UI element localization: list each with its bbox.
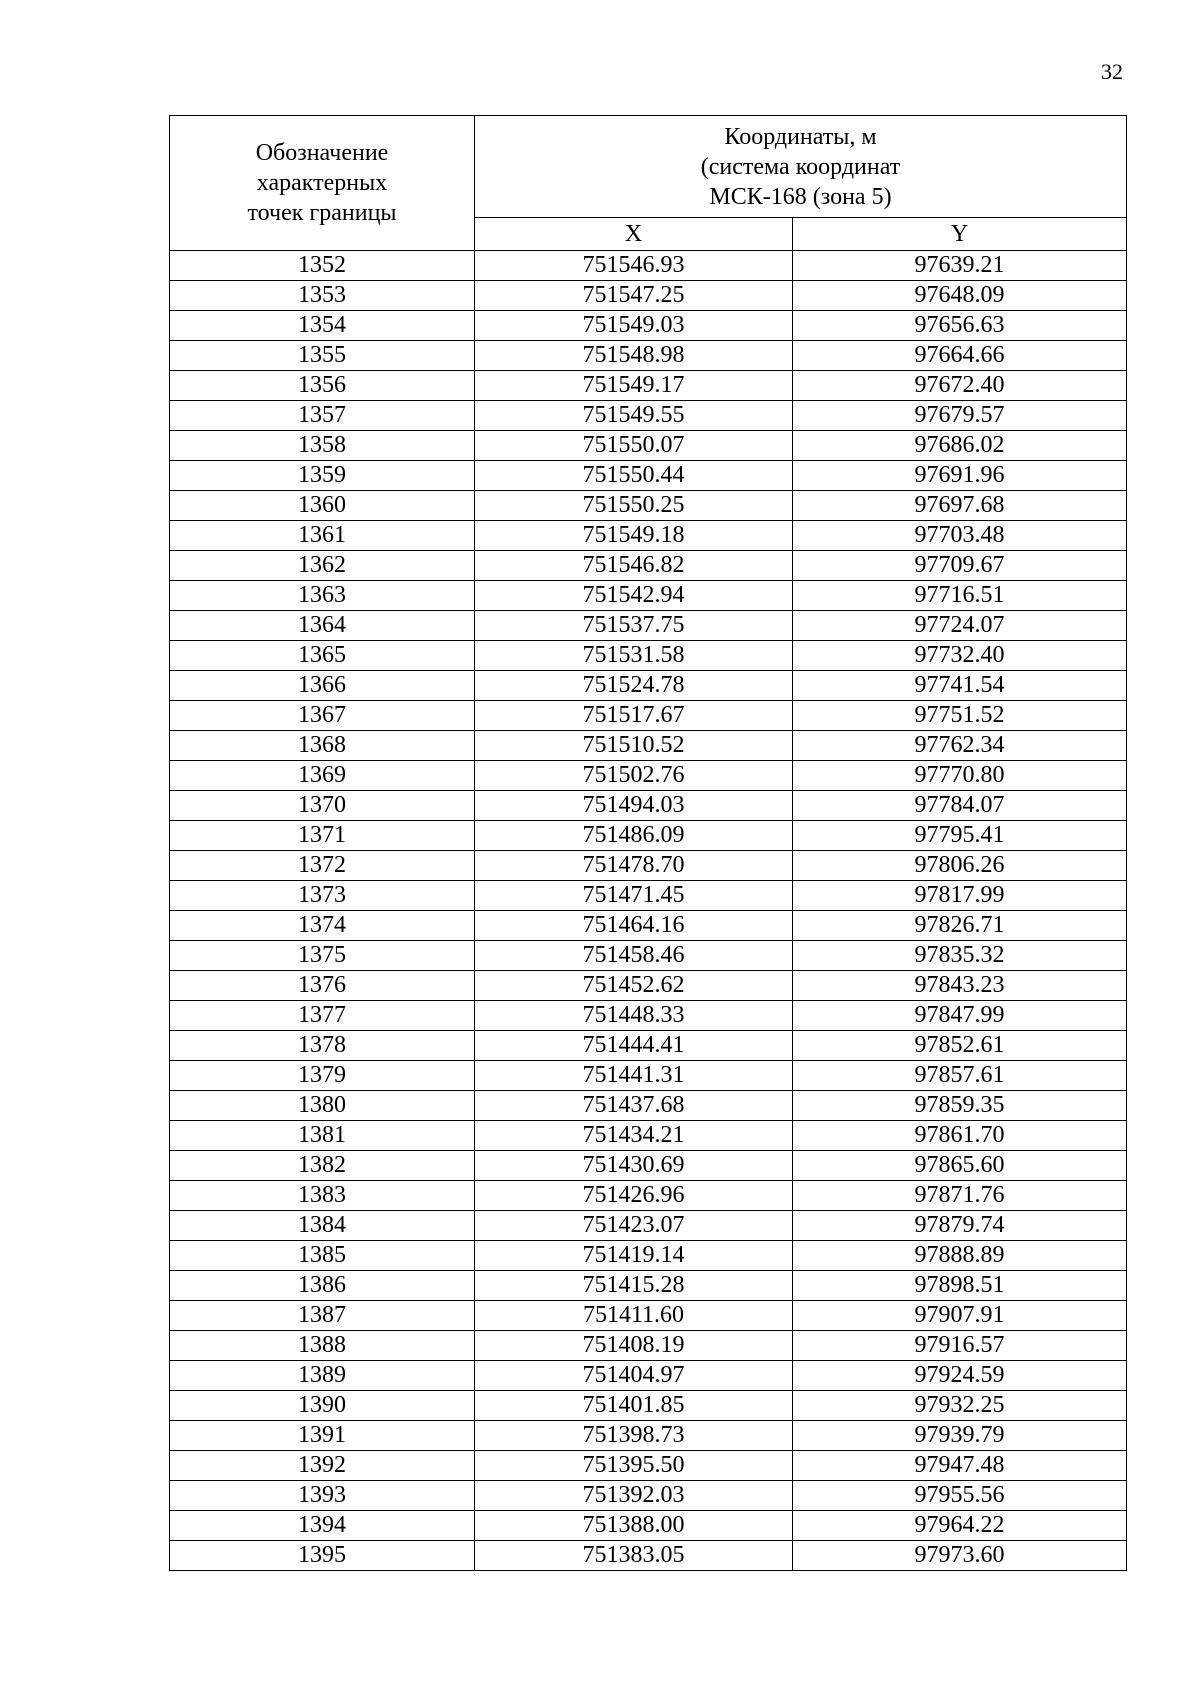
table-body	[170, 251, 1127, 1571]
table-row	[170, 941, 1127, 971]
x-coordinate-cell: 751430.69	[475, 1151, 793, 1181]
coordinates-header-line: Координаты, м	[724, 123, 877, 150]
table-row	[170, 1391, 1127, 1421]
x-coordinate-cell: 751388.00	[475, 1511, 793, 1541]
y-coordinate-cell: 97932.25	[793, 1391, 1127, 1421]
y-coordinate-cell: 97664.66	[793, 341, 1127, 371]
x-coordinate-cell: 751404.97	[475, 1361, 793, 1391]
y-coordinate-cell: 97852.61	[793, 1031, 1127, 1061]
x-coordinate-cell: 751448.33	[475, 1001, 793, 1031]
point-id-cell: 1379	[170, 1061, 475, 1091]
x-coordinate-cell: 751408.19	[475, 1331, 793, 1361]
y-coordinate-cell: 97709.67	[793, 551, 1127, 581]
y-coordinate-cell: 97916.57	[793, 1331, 1127, 1361]
x-coordinate-cell: 751419.14	[475, 1241, 793, 1271]
y-coordinate-cell: 97697.68	[793, 491, 1127, 521]
table-row	[170, 1451, 1127, 1481]
y-coordinate-cell: 97741.54	[793, 671, 1127, 701]
table-row	[170, 911, 1127, 941]
table-row	[170, 1121, 1127, 1151]
table-row	[170, 761, 1127, 791]
y-coordinate-cell: 97686.02	[793, 431, 1127, 461]
y-coordinate-cell: 97843.23	[793, 971, 1127, 1001]
x-coordinate-cell: 751549.03	[475, 311, 793, 341]
x-coordinate-cell: 751423.07	[475, 1211, 793, 1241]
y-coordinate-cell: 97679.57	[793, 401, 1127, 431]
point-id-cell: 1362	[170, 551, 475, 581]
y-coordinate-cell: 97806.26	[793, 851, 1127, 881]
table-row	[170, 341, 1127, 371]
x-coordinate-cell: 751395.50	[475, 1451, 793, 1481]
y-coordinate-cell: 97751.52	[793, 701, 1127, 731]
x-coordinate-cell: 751550.07	[475, 431, 793, 461]
table-row	[170, 791, 1127, 821]
y-coordinate-cell: 97716.51	[793, 581, 1127, 611]
x-coordinate-cell: 751441.31	[475, 1061, 793, 1091]
table-row	[170, 1361, 1127, 1391]
y-coordinate-cell: 97879.74	[793, 1211, 1127, 1241]
y-coordinate-cell: 97762.34	[793, 731, 1127, 761]
y-coordinate-cell: 97724.07	[793, 611, 1127, 641]
point-id-cell: 1367	[170, 701, 475, 731]
y-coordinate-cell: 97861.70	[793, 1121, 1127, 1151]
y-coordinate-cell: 97639.21	[793, 251, 1127, 281]
table-row	[170, 1181, 1127, 1211]
x-coordinate-cell: 751537.75	[475, 611, 793, 641]
point-id-cell: 1355	[170, 341, 475, 371]
table-row	[170, 1001, 1127, 1031]
coordinates-header-line: (система координат	[700, 153, 901, 180]
y-coordinate-cell: 97656.63	[793, 311, 1127, 341]
y-coordinate-cell: 97648.09	[793, 281, 1127, 311]
x-coordinate-cell: 751550.44	[475, 461, 793, 491]
x-coordinate-cell: 751531.58	[475, 641, 793, 671]
table-row	[170, 1541, 1127, 1571]
point-id-cell: 1392	[170, 1451, 475, 1481]
table-row	[170, 1481, 1127, 1511]
x-coordinate-cell: 751517.67	[475, 701, 793, 731]
x-coordinate-cell: 751478.70	[475, 851, 793, 881]
point-id-cell: 1384	[170, 1211, 475, 1241]
x-coordinate-cell: 751415.28	[475, 1271, 793, 1301]
point-id-cell: 1366	[170, 671, 475, 701]
y-column-header: Y	[793, 218, 1127, 251]
table-row	[170, 821, 1127, 851]
x-coordinate-cell: 751437.68	[475, 1091, 793, 1121]
coordinates-table	[169, 115, 1127, 1571]
x-coordinate-cell: 751398.73	[475, 1421, 793, 1451]
y-coordinate-cell: 97703.48	[793, 521, 1127, 551]
table-row	[170, 431, 1127, 461]
y-coordinate-cell: 97973.60	[793, 1541, 1127, 1571]
table-row	[170, 851, 1127, 881]
y-coordinate-cell: 97857.61	[793, 1061, 1127, 1091]
x-column-header: X	[475, 218, 793, 251]
point-id-cell: 1380	[170, 1091, 475, 1121]
x-coordinate-cell: 751546.82	[475, 551, 793, 581]
point-id-cell: 1353	[170, 281, 475, 311]
table-row	[170, 971, 1127, 1001]
table-row	[170, 371, 1127, 401]
table-row	[170, 1151, 1127, 1181]
table-row	[170, 731, 1127, 761]
x-coordinate-cell: 751426.96	[475, 1181, 793, 1211]
table-row	[170, 461, 1127, 491]
y-coordinate-cell: 97826.71	[793, 911, 1127, 941]
y-coordinate-cell: 97732.40	[793, 641, 1127, 671]
x-coordinate-cell: 751548.98	[475, 341, 793, 371]
point-id-cell: 1361	[170, 521, 475, 551]
x-coordinate-cell: 751550.25	[475, 491, 793, 521]
table-row	[170, 491, 1127, 521]
point-id-cell: 1390	[170, 1391, 475, 1421]
point-id-cell: 1393	[170, 1481, 475, 1511]
point-id-cell: 1388	[170, 1331, 475, 1361]
x-coordinate-cell: 751510.52	[475, 731, 793, 761]
x-coordinate-cell: 751524.78	[475, 671, 793, 701]
table-row	[170, 1301, 1127, 1331]
y-coordinate-cell: 97817.99	[793, 881, 1127, 911]
y-coordinate-cell: 97939.79	[793, 1421, 1127, 1451]
x-coordinate-cell: 751471.45	[475, 881, 793, 911]
table-row	[170, 881, 1127, 911]
point-id-cell: 1371	[170, 821, 475, 851]
point-id-cell: 1373	[170, 881, 475, 911]
y-coordinate-cell: 97859.35	[793, 1091, 1127, 1121]
table-row	[170, 1271, 1127, 1301]
y-coordinate-cell: 97770.80	[793, 761, 1127, 791]
y-coordinate-cell: 97924.59	[793, 1361, 1127, 1391]
point-id-cell: 1394	[170, 1511, 475, 1541]
table-row	[170, 611, 1127, 641]
y-coordinate-cell: 97871.76	[793, 1181, 1127, 1211]
point-id-cell: 1370	[170, 791, 475, 821]
y-coordinate-cell: 97784.07	[793, 791, 1127, 821]
point-id-cell: 1376	[170, 971, 475, 1001]
x-coordinate-cell: 751542.94	[475, 581, 793, 611]
table-row	[170, 1511, 1127, 1541]
x-coordinate-cell: 751411.60	[475, 1301, 793, 1331]
point-designation-header-line: Обозначение	[255, 140, 389, 166]
y-coordinate-cell: 97672.40	[793, 371, 1127, 401]
table-row	[170, 1061, 1127, 1091]
table-header-row	[170, 116, 1127, 218]
table-row	[170, 521, 1127, 551]
point-id-cell: 1383	[170, 1181, 475, 1211]
x-coordinate-cell: 751464.16	[475, 911, 793, 941]
y-coordinate-cell: 97964.22	[793, 1511, 1127, 1541]
point-designation-header-line: точек границы	[247, 200, 397, 226]
table-row	[170, 641, 1127, 671]
point-id-cell: 1354	[170, 311, 475, 341]
point-id-cell: 1381	[170, 1121, 475, 1151]
point-id-cell: 1382	[170, 1151, 475, 1181]
point-id-cell: 1364	[170, 611, 475, 641]
y-coordinate-cell: 97835.32	[793, 941, 1127, 971]
x-coordinate-cell: 751392.03	[475, 1481, 793, 1511]
table-row	[170, 1031, 1127, 1061]
point-designation-header-line: характерных	[256, 170, 388, 196]
point-id-cell: 1389	[170, 1361, 475, 1391]
x-coordinate-cell: 751494.03	[475, 791, 793, 821]
x-coordinate-cell: 751458.46	[475, 941, 793, 971]
table-row	[170, 1091, 1127, 1121]
page-number: 32	[1101, 59, 1123, 84]
coordinates-header	[475, 116, 1127, 218]
x-coordinate-cell: 751452.62	[475, 971, 793, 1001]
point-designation-header	[170, 116, 475, 251]
table-row	[170, 551, 1127, 581]
table-row	[170, 311, 1127, 341]
x-coordinate-cell: 751401.85	[475, 1391, 793, 1421]
point-id-cell: 1387	[170, 1301, 475, 1331]
table-row	[170, 581, 1127, 611]
table-row	[170, 1241, 1127, 1271]
point-id-cell: 1391	[170, 1421, 475, 1451]
point-id-cell: 1363	[170, 581, 475, 611]
table-row	[170, 701, 1127, 731]
x-coordinate-cell: 751444.41	[475, 1031, 793, 1061]
table-row	[170, 281, 1127, 311]
x-coordinate-cell: 751547.25	[475, 281, 793, 311]
point-id-cell: 1360	[170, 491, 475, 521]
x-coordinate-cell: 751549.18	[475, 521, 793, 551]
point-id-cell: 1375	[170, 941, 475, 971]
table-row	[170, 1331, 1127, 1361]
y-coordinate-cell: 97907.91	[793, 1301, 1127, 1331]
point-id-cell: 1372	[170, 851, 475, 881]
y-coordinate-cell: 97691.96	[793, 461, 1127, 491]
x-coordinate-cell: 751546.93	[475, 251, 793, 281]
x-coordinate-cell: 751486.09	[475, 821, 793, 851]
x-coordinate-cell: 751549.17	[475, 371, 793, 401]
point-id-cell: 1368	[170, 731, 475, 761]
point-id-cell: 1359	[170, 461, 475, 491]
y-coordinate-cell: 97955.56	[793, 1481, 1127, 1511]
point-id-cell: 1365	[170, 641, 475, 671]
y-coordinate-cell: 97898.51	[793, 1271, 1127, 1301]
coordinates-header-line: МСК-168 (зона 5)	[709, 183, 892, 210]
y-coordinate-cell: 97847.99	[793, 1001, 1127, 1031]
x-coordinate-cell: 751549.55	[475, 401, 793, 431]
point-id-cell: 1395	[170, 1541, 475, 1571]
table-row	[170, 671, 1127, 701]
y-coordinate-cell: 97795.41	[793, 821, 1127, 851]
point-id-cell: 1357	[170, 401, 475, 431]
y-coordinate-cell: 97865.60	[793, 1151, 1127, 1181]
point-id-cell: 1352	[170, 251, 475, 281]
table-row	[170, 251, 1127, 281]
x-coordinate-cell: 751502.76	[475, 761, 793, 791]
point-id-cell: 1374	[170, 911, 475, 941]
point-id-cell: 1385	[170, 1241, 475, 1271]
point-id-cell: 1377	[170, 1001, 475, 1031]
table-row	[170, 1211, 1127, 1241]
point-id-cell: 1378	[170, 1031, 475, 1061]
point-id-cell: 1369	[170, 761, 475, 791]
point-id-cell: 1386	[170, 1271, 475, 1301]
table-row	[170, 1421, 1127, 1451]
y-coordinate-cell: 97888.89	[793, 1241, 1127, 1271]
point-id-cell: 1358	[170, 431, 475, 461]
x-coordinate-cell: 751383.05	[475, 1541, 793, 1571]
x-coordinate-cell: 751434.21	[475, 1121, 793, 1151]
table-row	[170, 401, 1127, 431]
point-id-cell: 1356	[170, 371, 475, 401]
y-coordinate-cell: 97947.48	[793, 1451, 1127, 1481]
